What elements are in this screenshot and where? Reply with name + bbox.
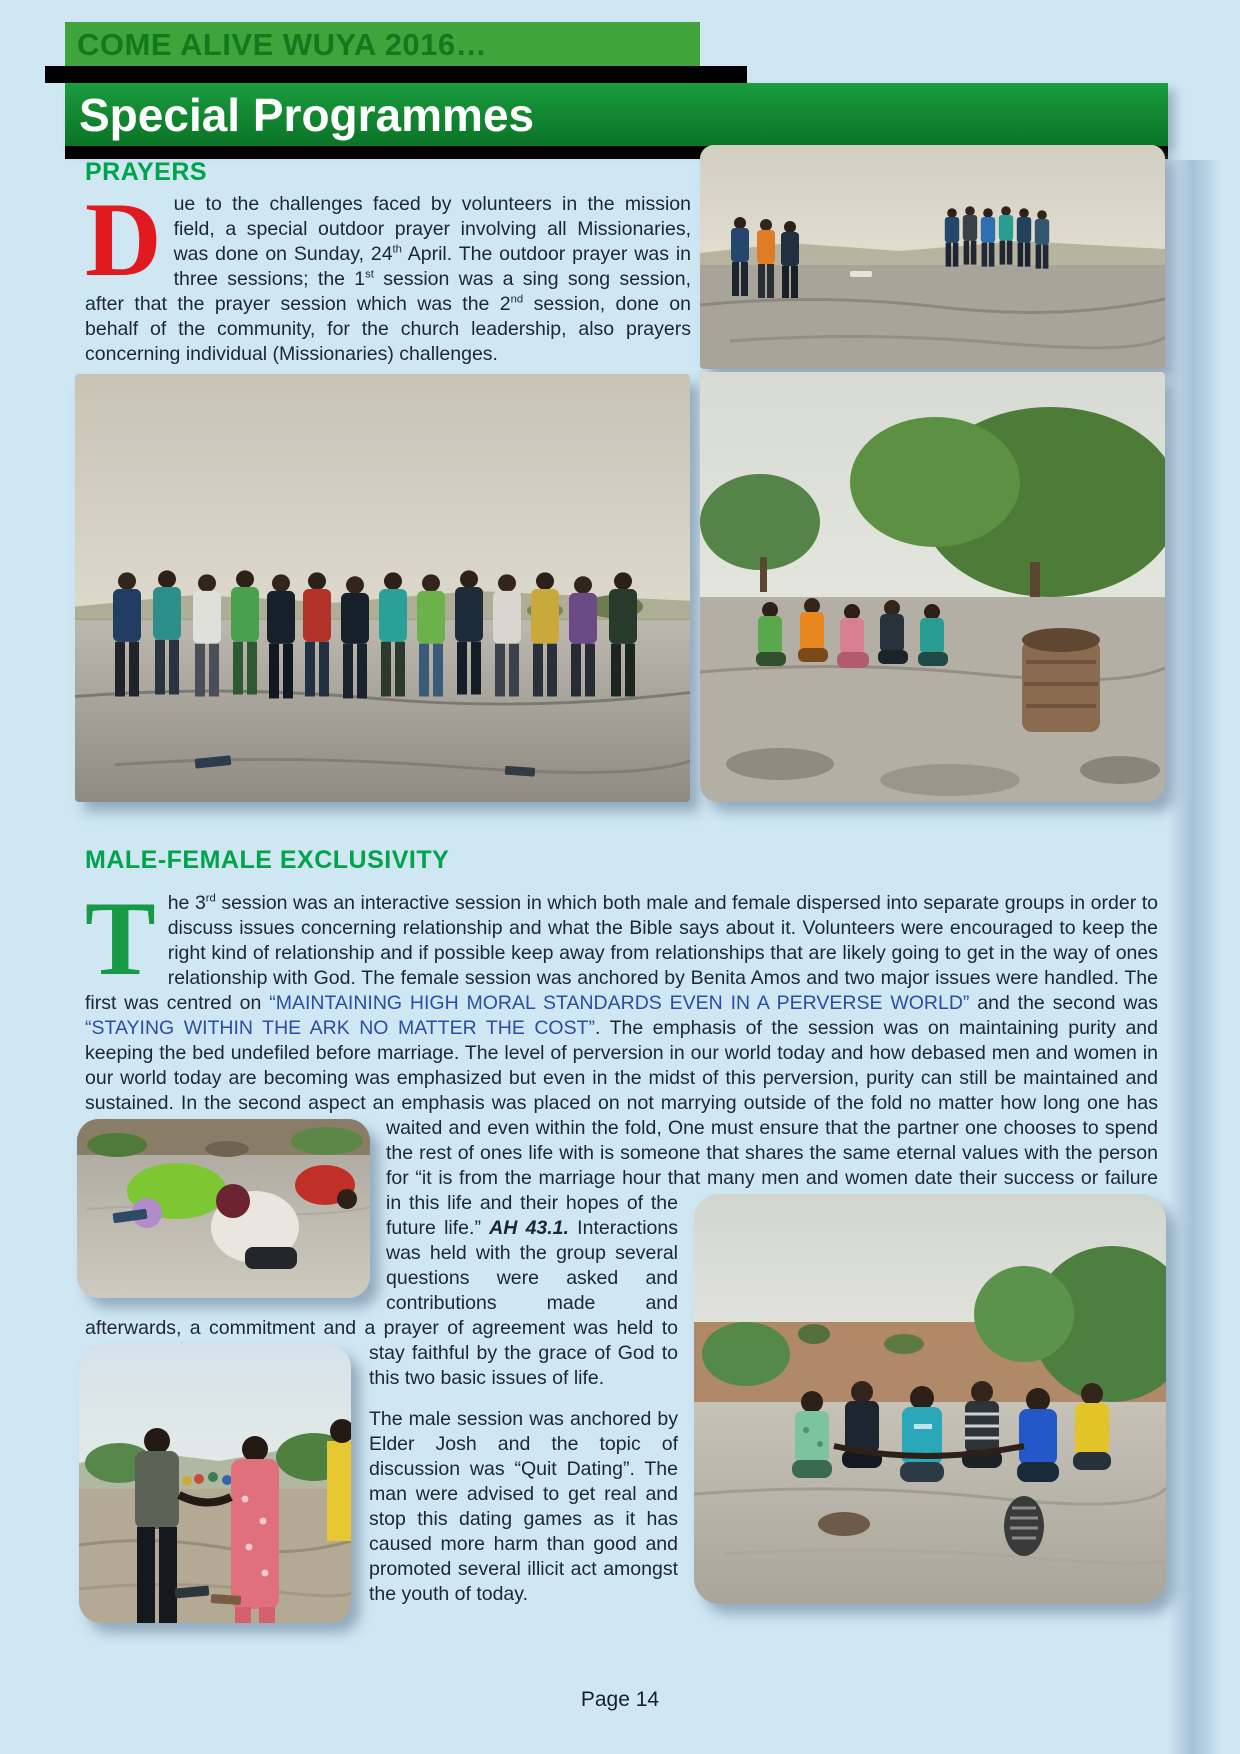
male-female-heading: MALE-FEMALE EXCLUSIVITY — [85, 846, 450, 874]
kicker-banner — [65, 22, 700, 68]
dropcap-t: T — [85, 880, 156, 997]
kicker-text: COME ALIVE WUYA 2016… — [77, 27, 488, 62]
prayers-body-text: ue to the challenges faced by volunteers in the mission field, a special outdoor prayer involving all Missionaries, was done on Sunday, 24th April. The outdoor prayer was in three sessions; the 1st session was a sing song session, after that the prayer session which was the 2nd session, done on behalf of the community, for the church leadership, also prayers concerning individual (Missionaries) challenges. — [85, 193, 691, 365]
trees-prayer-photo-art — [700, 372, 1165, 802]
prayers-crowd-photo-art — [75, 374, 690, 802]
mf-text-1: he 3rd session was an interactive session in which both male and female dispersed into separate groups in order to discuss issues concerning relationship and what the Bible says about it. Volunteers were encouraged to keep the right kind of relationship and if possible keep away from relationships that are likely going to get in the way of ones relationship with God. The female session was anchored by Benita Amos and two major issues were handled. The first was centred on “MAINTAINING HIGH MORAL STANDARDS EVEN IN A PERVERSE WORLD” and the second was “STAYING WITHIN THE ARK NO MATTER THE COST”. The emphasis of the session was on maintaining purity and keeping the bed undefiled before marriage. The level of perversion in our world today and how debased men and women in our world today are becoming was emphasized but even in the midst of this perversion, purity can still be maintained and sustained. In the second aspect an emphasis was placed on not marrying outside of the fold no matter how long one has waited and even within the fold, One must — [85, 892, 1158, 1139]
holding-hands-photo — [79, 1345, 351, 1623]
male-circle-photo — [694, 1194, 1166, 1604]
hilltop-group-photo-art — [700, 145, 1165, 369]
prayers-paragraph — [85, 181, 691, 367]
mf-text-3: the future life.” AH 43.1. Interactions was held with the group several questions were asked and contributions made and afterwards, a commitment and a prayer of agreement was held to stay faithful by the grace of — [85, 1192, 678, 1364]
male-circle-photo-art — [694, 1194, 1166, 1604]
hilltop-group-photo — [700, 145, 1165, 369]
dropcap-d: D — [85, 181, 162, 298]
page-title: Special Programmes — [79, 88, 535, 141]
prayers-heading: PRAYERS — [85, 158, 208, 186]
male-female-paragraph — [85, 880, 1159, 1607]
male-female-section — [85, 846, 1158, 1627]
black-divider-top — [45, 66, 747, 83]
mf-text-2: ensure that the partner one chooses to spend the rest of ones life with is someone that shares the same eternal values with the person for “it is from the marriage hour that many men and women date their success or failure in this life and their hopes of — [386, 1117, 1159, 1214]
page-number: Page 14 — [580, 1688, 660, 1711]
trees-prayer-photo — [700, 372, 1165, 802]
mf-text-4: God to this two basic issues of life. — [369, 1342, 679, 1389]
bowing-prayer-photo — [77, 1119, 370, 1298]
stone-well — [1022, 628, 1100, 732]
title-banner — [65, 83, 1168, 146]
prayers-crowd-photo — [75, 374, 690, 802]
holding-hands-photo-art — [79, 1345, 351, 1623]
bowing-prayer-photo-art — [77, 1119, 370, 1298]
page-edge-gradient — [1168, 160, 1222, 1754]
mf-text-5: The male session was anchored by Elder Josh and the topic of discussion was “Quit Dating”. The man were advised to get real and stop this dating games as it has caused more harm than good and promoted several illicit act amongst the youth of today. — [369, 1408, 678, 1605]
